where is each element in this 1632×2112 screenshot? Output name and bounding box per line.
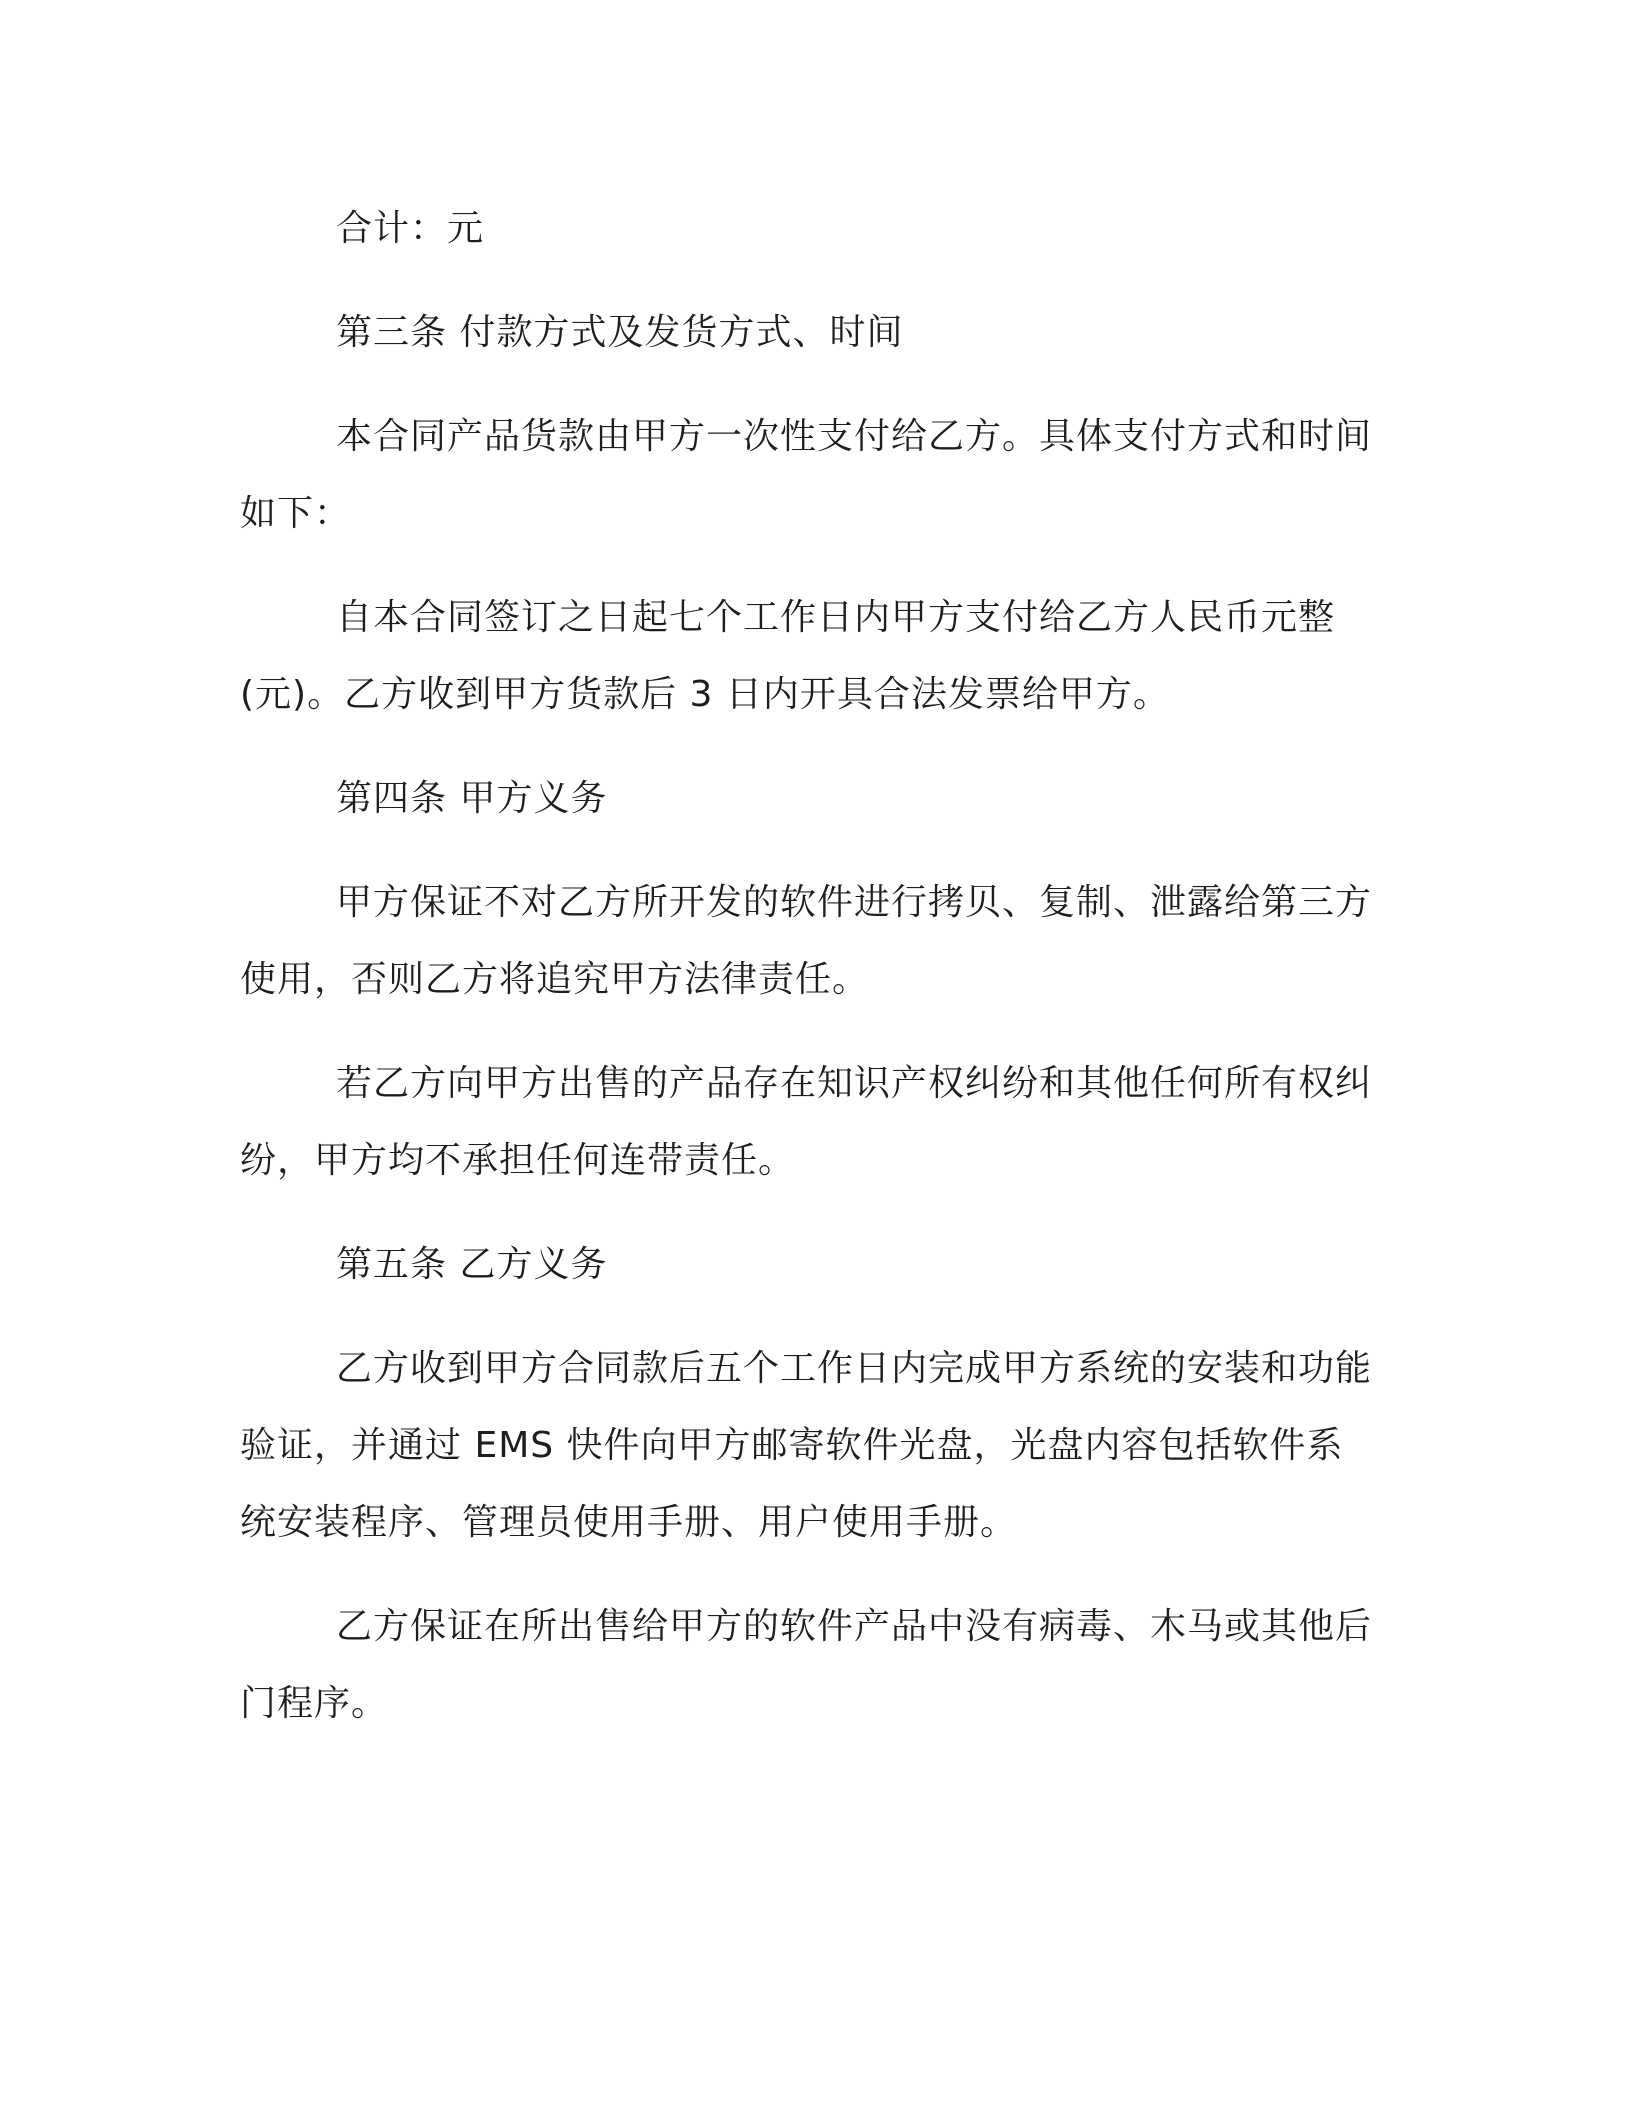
article-4-heading: 第四条 甲方义务: [336, 778, 608, 819]
party-a-obligation-2: 若乙方向甲方出售的产品存在知识产权纠纷和其他任何所有权纠纷，甲方均不承担任何连带责任。: [240, 1063, 1373, 1181]
party-a-obligation-1: 甲方保证不对乙方所开发的软件进行拷贝、复制、泄露给第三方使用，否则乙方将追究甲方法律责任。: [240, 882, 1373, 1000]
party-b-obligation-1: 乙方收到甲方合同款后五个工作日内完成甲方系统的安装和功能验证，并通过 EMS 快件向甲方邮寄软件光盘，光盘内容包括软件系统安装程序、管理员使用手册、用户使用手册。: [240, 1348, 1373, 1543]
payment-paragraph: 本合同产品货款由甲方一次性支付给乙方。具体支付方式和时间如下：: [240, 416, 1373, 534]
payment-terms-paragraph: 自本合同签订之日起七个工作日内甲方支付给乙方人民币元整(元)。乙方收到甲方货款后 3 日内开具合法发票给甲方。: [240, 597, 1336, 715]
total-line: 合计：元: [336, 208, 485, 249]
article-5-heading: 第五条 乙方义务: [336, 1244, 608, 1285]
document-body: [240, 190, 1378, 1742]
article-3-heading: 第三条 付款方式及发货方式、时间: [336, 312, 904, 353]
party-b-obligation-2: 乙方保证在所出售给甲方的软件产品中没有病毒、木马或其他后门程序。: [240, 1606, 1373, 1724]
